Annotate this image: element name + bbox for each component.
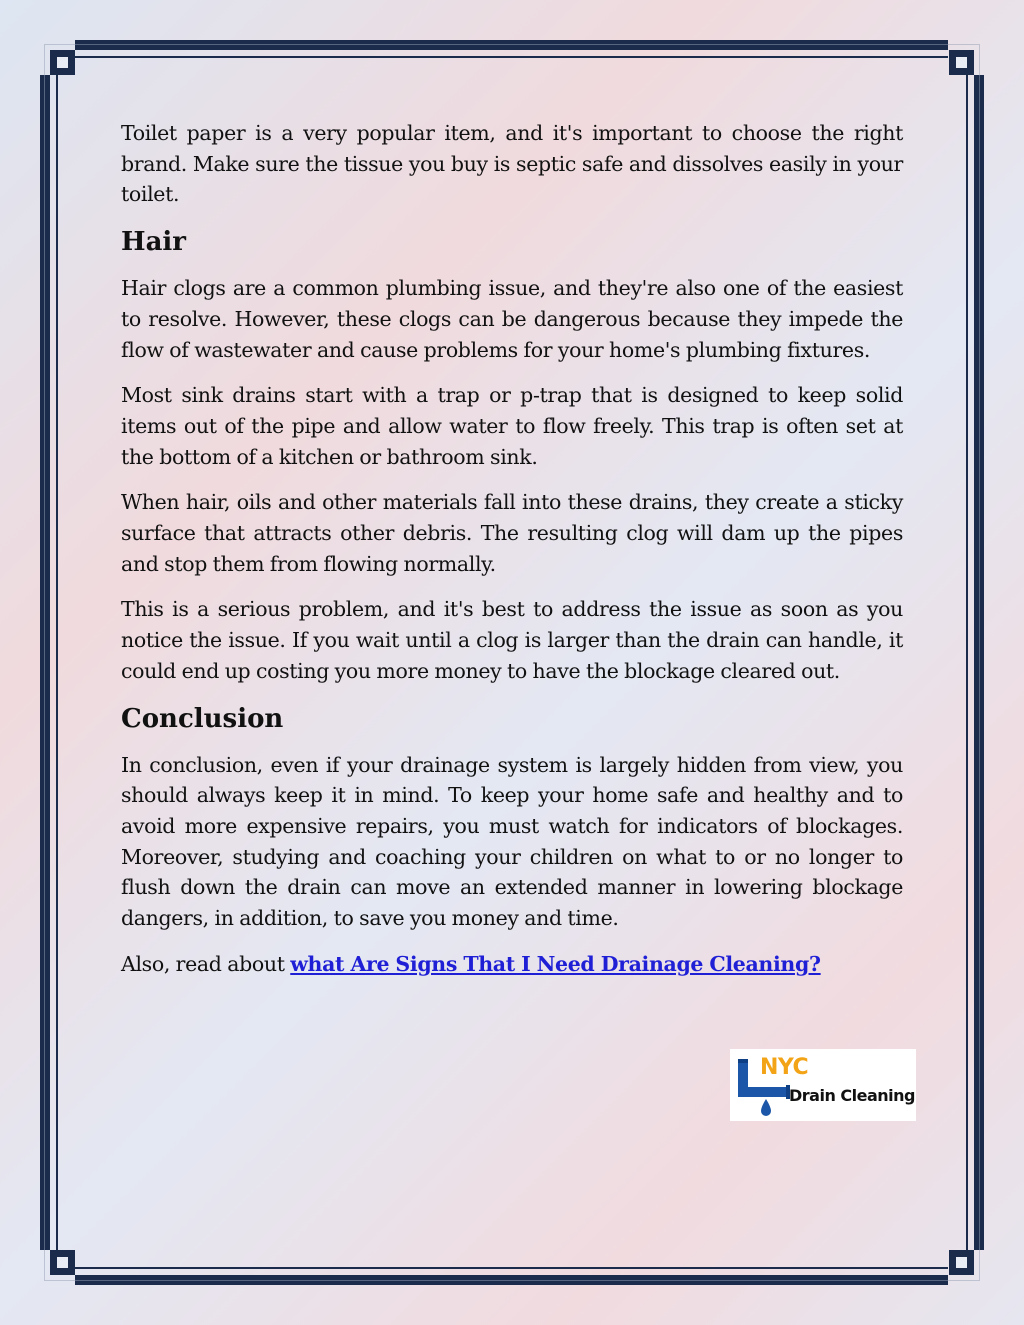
hair-paragraph-3: When hair, oils and other materials fall into these drains, they create a sticky surface that attracts other debris. The resulting clog will dam up the pipes and stop them from flowing normally. (121, 490, 903, 576)
also-read-prefix: Also, read about (121, 951, 291, 976)
nyc-drain-cleaning-logo (730, 1049, 916, 1121)
conclusion-paragraph: In conclusion, even if your drainage system is largely hidden from view, you should always keep it in mind. To keep your home safe and healthy and to avoid more expensive repairs, you must watch for indicators of blockages. Moreover, studying and coaching your children on what to or no longer to flush down the drain can move an extended manner in lowering blockage dangers, in addition, to save you money and time. (121, 752, 903, 931)
heading-conclusion: Conclusion (121, 703, 284, 734)
drainage-cleaning-link[interactable]: what Are Signs That I Need Drainage Cleaning? (290, 951, 821, 976)
hair-paragraph-2: Most sink drains start with a trap or p-trap that is designed to keep solid items out of the pipe and allow water to flow freely. This trap is often set at the bottom of a kitchen or bathroom sink. (121, 383, 903, 469)
intro-paragraph: Toilet paper is a very popular item, and it's important to choose the right brand. Make sure the tissue you buy is septic safe and dissolves easily in your toilet. (121, 121, 903, 207)
article-body (121, 118, 903, 994)
logo-nyc-text: NYC (760, 1055, 809, 1080)
hair-paragraph-4: This is a serious problem, and it's best to address the issue as soon as you notice the issue. If you wait until a clog is larger than the drain can handle, it could end up costing you more money to have the blockage cleared out. (121, 597, 903, 683)
heading-hair: Hair (121, 227, 186, 258)
logo-drain-cleaning-text: Drain Cleaning (789, 1086, 916, 1105)
also-read-line (121, 949, 903, 980)
hair-paragraph-1: Hair clogs are a common plumbing issue, and they're also one of the easiest to resolve. However, these clogs can be dangerous because they impede the flow of wastewater and cause problems for your home's plumbing fixtures. (121, 276, 903, 362)
